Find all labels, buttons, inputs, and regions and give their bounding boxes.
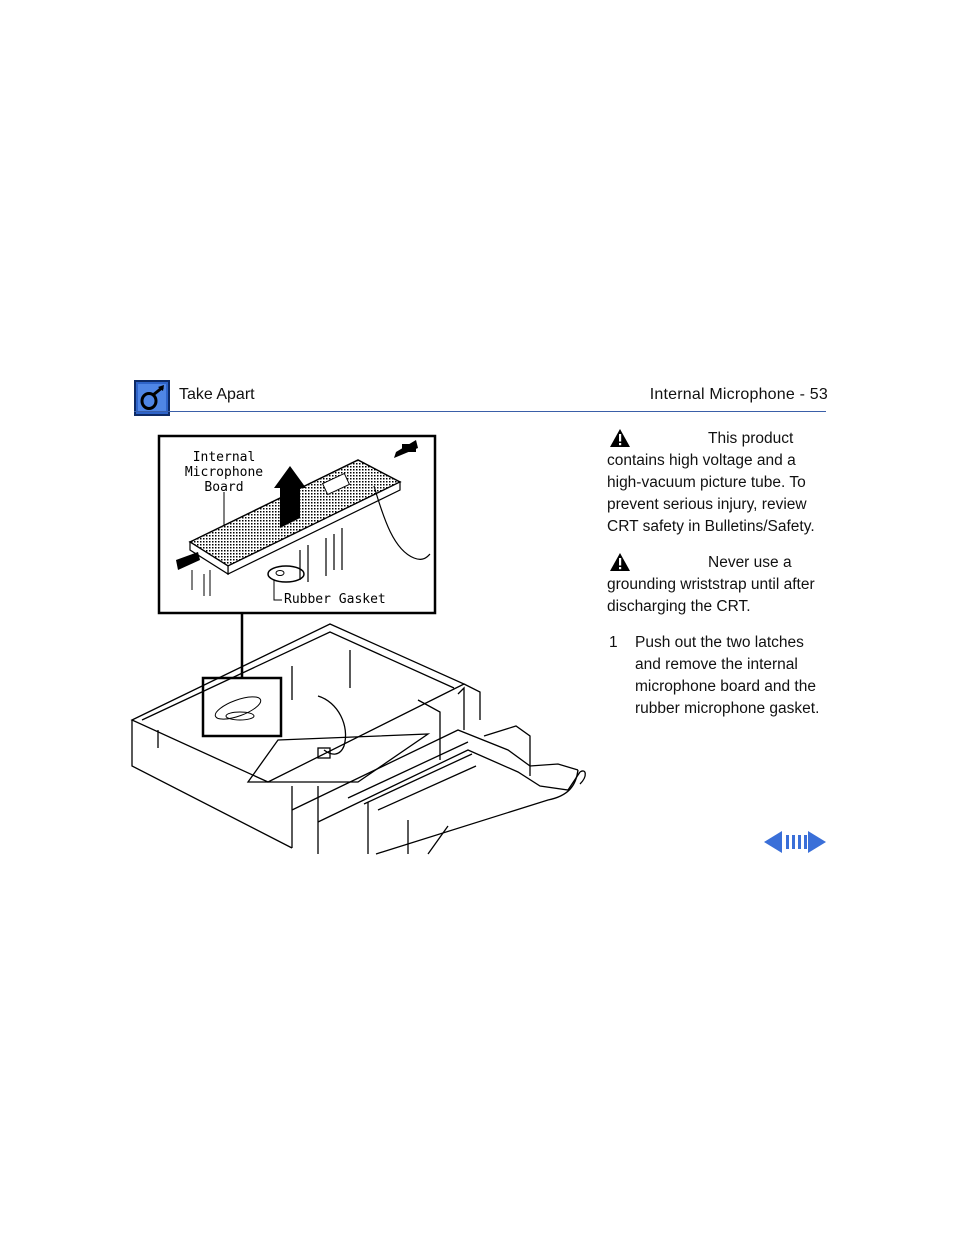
- warning-triangle-icon: [609, 552, 631, 572]
- previous-page-arrow-icon[interactable]: [764, 831, 782, 853]
- instruction-text: [607, 428, 827, 720]
- chassis-base: [132, 624, 585, 854]
- header-rule: [134, 411, 826, 412]
- take-apart-illustration: [128, 430, 588, 855]
- callout-board-line1: Internal: [192, 450, 256, 465]
- callout-board-line2: Microphone: [184, 465, 264, 480]
- section-title: Take Apart: [179, 386, 255, 403]
- nav-bar-2: [792, 835, 795, 849]
- callout-gasket: Rubber Gasket: [284, 592, 386, 607]
- warning-2-text: grounding wriststrap until after discharging the CRT.: [607, 576, 815, 615]
- microphone-board-diagram: [128, 430, 588, 855]
- next-page-arrow-icon[interactable]: [808, 831, 826, 853]
- page-title: Internal Microphone - 53: [649, 386, 828, 403]
- warning-triangle-icon: [609, 428, 631, 448]
- nav-bar-4: [804, 835, 807, 849]
- step-item: [607, 632, 827, 720]
- rubber-gasket: [268, 566, 304, 582]
- page-navigation: [764, 830, 826, 854]
- page-header: [134, 380, 828, 412]
- nav-bar-1: [786, 835, 789, 849]
- warning-wriststrap: [607, 552, 827, 618]
- step-text: Push out the two latches and remove the internal microphone board and the rubber microphone gasket.: [635, 634, 820, 717]
- callout-board-line3: Board: [204, 480, 244, 495]
- warning-1-text: contains high voltage and a high-vacuum picture tube. To prevent serious injury, review CRT safety in Bulletins/Safety.: [607, 452, 815, 535]
- warning-2-first-line: Never use a: [708, 554, 792, 571]
- warning-crt-safety: [607, 428, 827, 538]
- step-number: 1: [609, 634, 618, 651]
- warning-1-first-line: This product: [708, 430, 794, 447]
- detail-box: [203, 678, 281, 736]
- nav-bar-3: [798, 835, 801, 849]
